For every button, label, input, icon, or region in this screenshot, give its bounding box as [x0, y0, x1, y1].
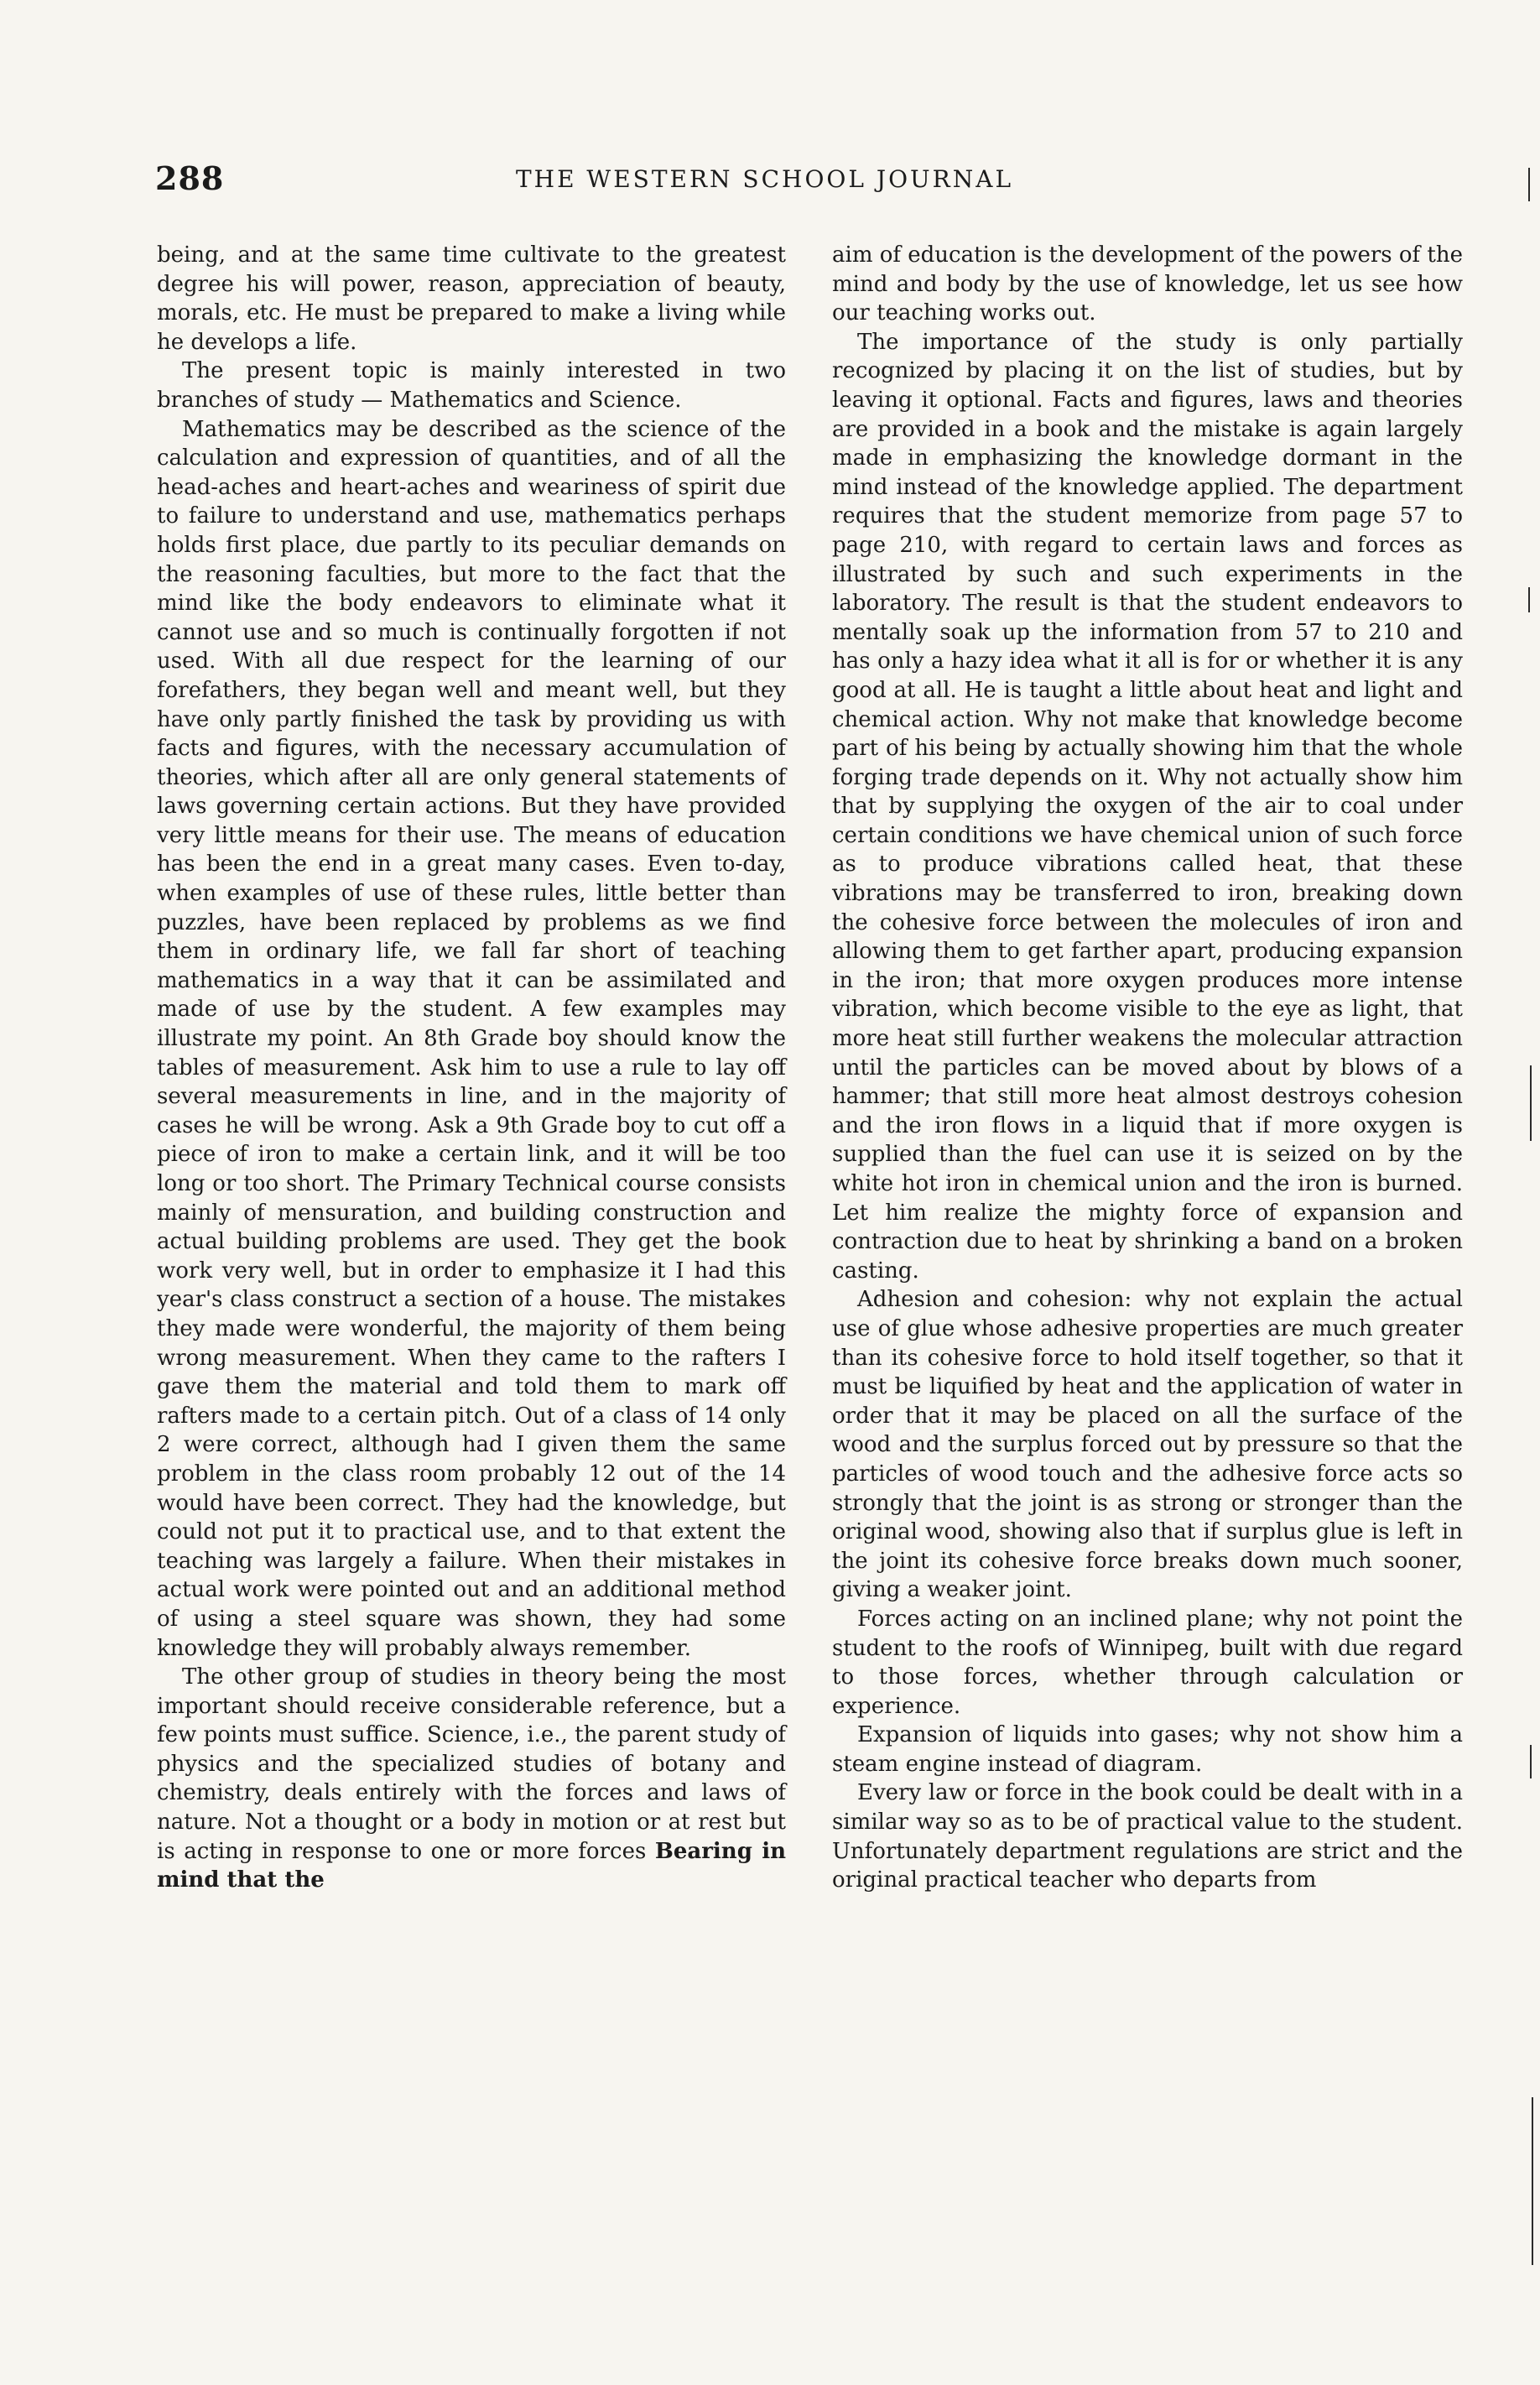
page-edge-mark: [1530, 1745, 1532, 1778]
journal-title: THE WESTERN SCHOOL JOURNAL: [516, 165, 1014, 193]
page-number: 288: [155, 159, 225, 197]
left-paragraph-2: The present topic is mainly interested in two branches of study — Mathematics and Science.: [157, 358, 786, 413]
page-edge-mark: [1530, 1065, 1532, 1141]
left-paragraph-4-bold: Bearing in mind that the: [157, 1838, 786, 1893]
left-paragraph-4-text: The other group of studies in theory being the most important should receive considerable reference, but a few points must suffice. Science, i.e., the parent study of physics and the specialized studies of botany and chemistry, deals entirely with the forces and laws of nature. Not a thought or a body in motion or at rest but is acting in response to one or more forces: [157, 1664, 786, 1864]
right-column: [832, 241, 1463, 1895]
left-paragraph-3: Mathematics may be described as the science of the calculation and expression of quantities, and of all the head-aches and heart-aches and weariness of spirit due to failure to understand and use, mathematics perhaps holds first place, due partly to its peculiar demands on the reasoning faculties, but more to the fact that the mind like the body endeavors to eliminate what it cannot use and so much is continually forgotten if not used. With all due respect for the learning of our forefathers, they began well and meant well, but they have only partly finished the task by providing us with facts and figures, with the necessary accumulation of theories, which after all are only general statements of laws governing certain actions. But they have provided very little means for their use. The means of education has been the end in a great many cases. Even to-day, when examples of use of these rules, little better than puzzles, have been replaced by problems as we find them in ordinary life, we fall far short of teaching mathematics in a way that it can be assimilated and made of use by the student. A few examples may illustrate my point. An 8th Grade boy should know the tables of measurement. Ask him to use a rule to lay off several measurements in line, and in the majority of cases he will be wrong. Ask a 9th Grade boy to cut off a piece of iron to make a certain link, and it will be too long or too short. The Primary Technical course consists mainly of mensuration, and building construction and actual building problems are used. They get the book work very well, but in order to emphasize it I had this year's class construct a section of a house. The mistakes they made were wonderful, the majority of them being wrong measurement. When they came to the rafters I gave them the material and told them to mark off rafters made to a certain pitch. Out of a class of 14 only 2 were correct, although had I given them the same problem in the class room probably 12 out of the 14 would have been correct. They had the knowledge, but could not put it to practical use, and to that extent the teaching was largely a failure. When their mistakes in actual work were pointed out and an additional method of using a steel square was shown, they had some knowledge they will probably always remember.: [157, 416, 786, 1661]
page-edge-mark: [1528, 168, 1530, 201]
right-paragraph-1: aim of education is the development of the powers of the mind and body by the use of knowledge, let us see how our teaching works out.: [832, 242, 1464, 326]
right-paragraph-2: The importance of the study is only partially recognized by placing it on the list of studies, but by leaving it optional. Facts and figures, laws and theories are provided in a book and the mistake is again largely made in emphasizing the knowledge dormant in the mind instead of the knowledge applied. The department requires that the student memorize from page 57 to page 210, with regard to certain laws and forces as illustrated by such and such experiments in the laboratory. The result is that the student endeavors to mentally soak up the information from 57 to 210 and has only a hazy idea what it all is for or whether it is any good at all. He is taught a little about heat and light and chemical action. Why not make that knowledge become part of his being by actually showing him that the whole forging trade depends on it. Why not actually show him that by supplying the oxygen of the air to coal under certain conditions we have chemical union of such force as to produce vibrations called heat, that these vibrations may be transferred to iron, breaking down the cohesive force between the molecules of iron and allowing them to get farther apart, producing expansion in the iron; that more oxygen produces more intense vibration, which become visible to the eye as light, that more heat still further weakens the molecular attraction until the particles can be moved about by blows of a hammer; that still more heat almost destroys cohesion and the iron flows in a liquid that if more oxygen is supplied than the fuel can use it is seized on by the white hot iron in chemical union and the iron is burned. Let him realize the mighty force of expansion and contraction due to heat by shrinking a band on a broken casting.: [832, 329, 1463, 1284]
page-edge-mark: [1532, 2097, 1533, 2265]
page-header: [155, 159, 1095, 210]
page-edge-mark: [1528, 587, 1530, 612]
left-column: [157, 241, 786, 1895]
left-paragraph-1: being, and at the same time cultivate to the greatest degree his will power, reason, appreciation of beauty, morals, etc. He must be prepared to make a living while he develops a life.: [157, 242, 786, 355]
right-paragraph-4: Forces acting on an inclined plane; why not point the student to the roofs of Winnipeg, built with due regard to those forces, whether through calculation or experience.: [832, 1606, 1463, 1719]
left-paragraph-4: [157, 1663, 786, 1895]
right-paragraph-5: Expansion of liquids into gases; why not show him a steam engine instead of diagram.: [832, 1722, 1463, 1777]
right-paragraph-6: Every law or force in the book could be dealt with in a similar way so as to be of practical value to the student. Unfortunately department regulations are strict and the original practical teacher who departs from: [832, 1780, 1463, 1893]
right-paragraph-3: Adhesion and cohesion: why not explain the actual use of glue whose adhesive properties are much greater than its cohesive force to hold itself together, so that it must be liquified by heat and the application of water in order that it may be placed on all the surface of the wood and the surplus forced out by pressure so that the particles of wood touch and the adhesive force acts so strongly that the joint is as strong or stronger than the original wood, showing also that if surplus glue is left in the joint its cohesive force breaks down much sooner, giving a weaker joint.: [832, 1287, 1463, 1603]
